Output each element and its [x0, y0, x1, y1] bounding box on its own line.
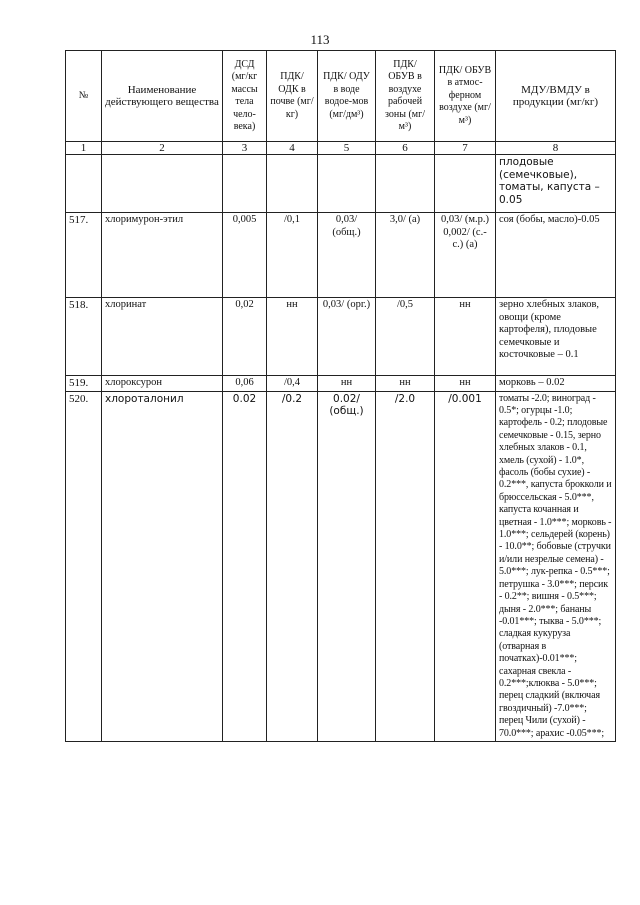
- pdk-atmosphere-value: 0,03/ (м.р.) 0,002/ (с.-с.) (а): [435, 213, 496, 298]
- header-pdk-atmosphere: ПДК/ ОБУВ в атмос-ферном воздухе (мг/м³): [435, 51, 496, 142]
- column-number: 7: [435, 142, 496, 155]
- substance-name: хлоримурон-этил: [102, 213, 223, 298]
- dsd-value: 0,02: [223, 298, 267, 376]
- pdk-water-value: [318, 155, 376, 213]
- pdk-atmosphere-value: [435, 155, 496, 213]
- header-mdu: МДУ/ВМДУ в продукции (мг/кг): [496, 51, 616, 142]
- row-number: 519.: [66, 376, 102, 392]
- pdk-atmosphere-value: нн: [435, 298, 496, 376]
- substance-name: [102, 155, 223, 213]
- pdk-soil-value: [267, 155, 318, 213]
- table-row-continuation: [66, 155, 616, 213]
- mdu-value: плодовые (семечковые), томаты, капуста – 0.05: [496, 155, 616, 213]
- header-pdk-soil: ПДК/ ОДК в почве (мг/кг): [267, 51, 318, 142]
- pdk-water-value: 0.02/ (общ.): [318, 391, 376, 741]
- header-dsd: ДСД (мг/кг массы тела чело-века): [223, 51, 267, 142]
- dsd-value: 0,06: [223, 376, 267, 392]
- column-number: 3: [223, 142, 267, 155]
- row-number: 517.: [66, 213, 102, 298]
- header-pdk-work-zone: ПДК/ ОБУВ в воздухе рабочей зоны (мг/м³): [376, 51, 435, 142]
- substance-name: хлоринат: [102, 298, 223, 376]
- pdk-work-zone-value: [376, 155, 435, 213]
- column-number: 8: [496, 142, 616, 155]
- column-number: 6: [376, 142, 435, 155]
- table-row: [66, 391, 616, 741]
- dsd-value: 0,005: [223, 213, 267, 298]
- column-number-row: [66, 142, 616, 155]
- table-row: [66, 213, 616, 298]
- pdk-work-zone-value: нн: [376, 376, 435, 392]
- dsd-value: 0.02: [223, 391, 267, 741]
- pdk-water-value: 0,03/ (орг.): [318, 298, 376, 376]
- pdk-soil-value: /0,4: [267, 376, 318, 392]
- pdk-water-value: нн: [318, 376, 376, 392]
- mdu-value: морковь – 0.02: [496, 376, 616, 392]
- header-pdk-water: ПДК/ ОДУ в воде водое-мов (мг/дм³): [318, 51, 376, 142]
- substance-name: хлороксурон: [102, 376, 223, 392]
- column-number: 4: [267, 142, 318, 155]
- substance-name: хлороталонил: [102, 391, 223, 741]
- pdk-atmosphere-value: /0.001: [435, 391, 496, 741]
- pdk-atmosphere-value: нн: [435, 376, 496, 392]
- row-number: 518.: [66, 298, 102, 376]
- header-substance-name: Наименование действующего вещества: [102, 51, 223, 142]
- page-number: 113: [310, 32, 330, 47]
- header-number: №: [66, 51, 102, 142]
- column-number: 1: [66, 142, 102, 155]
- column-number: 2: [102, 142, 223, 155]
- mdu-value: томаты -2.0; виноград - 0.5*; огурцы -1.0; картофель - 0.2; плодовые семечковые - 0.15, зерно хлебных злаков - 0.1, хмель (сухой) - 1.0*, фасоль (бобы сухие) - 0.2***, капуста брокколи и брюссельская - 5.0***, капуста кочанная и цветная - 1.0***; морковь - 1.0***; сельдерей (корень) - 10.0**; бобовые (стручки и/или незрелые семена) - 5.0***; лук-репка - 0.5***; петрушка - 3.0***; персик - 0.2**; вишня - 0.5***; дыня - 2.0***; бананы -0.01***; тыква - 5.0***; сладкая кукуруза (отварная в початках)-0.01***; сахарная свекла - 0.2***;клюква - 5.0***; перец сладкий (включая гвоздичный) -7.0***; перец Чили (сухой) - 70.0***; арахис -0.05***;: [496, 391, 616, 741]
- table-row: [66, 298, 616, 376]
- pdk-work-zone-value: /0,5: [376, 298, 435, 376]
- pdk-soil-value: /0,1: [267, 213, 318, 298]
- dsd-value: [223, 155, 267, 213]
- substances-table: [65, 50, 616, 742]
- pdk-water-value: 0,03/ (общ.): [318, 213, 376, 298]
- column-number: 5: [318, 142, 376, 155]
- mdu-value: соя (бобы, масло)-0.05: [496, 213, 616, 298]
- pdk-soil-value: /0.2: [267, 391, 318, 741]
- mdu-value: зерно хлебных злаков, овощи (кроме картофеля), плодовые семечковые и косточковые – 0.1: [496, 298, 616, 376]
- header-row: [66, 51, 616, 142]
- row-number: 520.: [66, 391, 102, 741]
- pdk-work-zone-value: 3,0/ (а): [376, 213, 435, 298]
- pdk-soil-value: нн: [267, 298, 318, 376]
- table-row: [66, 376, 616, 392]
- row-number: [66, 155, 102, 213]
- pdk-work-zone-value: /2.0: [376, 391, 435, 741]
